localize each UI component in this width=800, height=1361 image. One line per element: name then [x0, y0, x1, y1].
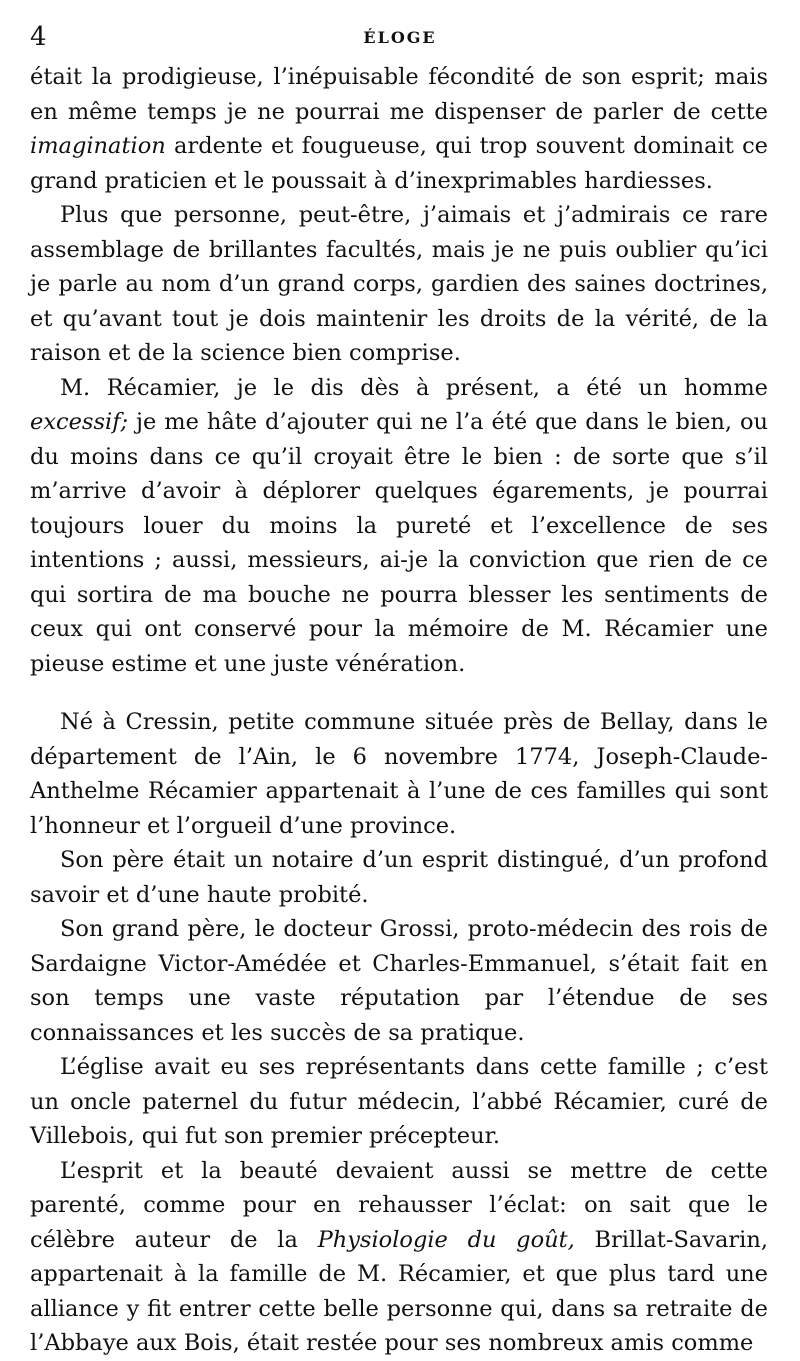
paragraph-4: Né à Cressin, petite commune située près de Bellay, dans le département de l’Ain, le 6 novembre 1774, Joseph-Claude-Anthelme Récamier appartenait à l’une de ces familles qui sont l’honneur et l’orgueil d’une province. [30, 709, 768, 839]
emphasized-text: imagination [30, 133, 166, 159]
running-title: ÉLOGE [363, 28, 437, 47]
paragraph-6: Son grand père, le docteur Grossi, proto-médecin des rois de Sardaigne Victor-Amédée et Charles-Emmanuel, s’était fait en son temps une vaste réputation par l’étendue de ses connaissances et les succès de sa pratique. [30, 916, 768, 1046]
page-header [30, 22, 770, 52]
paragraph-text: M. Récamier, je le dis dès à présent, a été un homme [60, 374, 768, 401]
paragraph-text: était la prodigieuse, l’inépuisable fécondité de son esprit; mais en même temps je ne pourrai me dispenser de parler de cette [30, 64, 768, 125]
paragraph-text: L’esprit et la beauté devaient aussi se mettre de cette parenté, comme pour en rehausser l’éclat: on sait que le célèbre auteur de la [30, 1157, 768, 1253]
paragraph-3 [30, 371, 768, 682]
emphasized-text: excessif; [30, 409, 129, 435]
paragraph-5: Son père était un notaire d’un esprit distingué, d’un profond savoir et d’une haute probité. [30, 847, 768, 908]
paragraph-1 [30, 60, 768, 198]
paragraph-2: Plus que personne, peut-être, j’aimais et j’admirais ce rare assemblage de brillantes facultés, mais je ne puis oublier qu’ici je parle au nom d’un grand corps, gardien des saines doctrines, et qu’avant tout je dois maintenir les droits de la vérité, de la raison et de la science bien comprise. [30, 202, 768, 366]
emphasized-text: Physiologie du goût, [317, 1226, 575, 1253]
paragraph-text: ardente et fougueuse, qui trop souvent dominait ce grand praticien et le poussait à d’inexprimables hardiesses. [30, 133, 768, 194]
page-number: 4 [30, 22, 47, 52]
page-body [30, 60, 768, 1361]
paragraph-text: je me hâte d’ajouter qui ne l’a été que dans le bien, ou du moins dans ce qu’il croyait être le bien : de sorte que s’il m’arrive d’avoir à déplorer quelques égarements, je pourrai toujours louer du moins la pureté et l’excellence de ses intentions ; aussi, messieurs, ai-je la conviction que rien de ce qui sortira de ma bouche ne pourra blesser les sentiments de ceux qui ont conservé pour la mémoire de M. Récamier une pieuse estime et une juste vénération. [30, 409, 768, 677]
paragraph-7: L’église avait eu ses représentants dans cette famille ; c’est un oncle paternel du futur médecin, l’abbé Récamier, curé de Villebois, qui fut son premier précepteur. [30, 1054, 768, 1149]
paragraph-8 [30, 1154, 768, 1361]
paragraph-text: Brillat-Savarin, appartenait à la famille de M. Récamier, et que plus tard une alliance y fit entrer cette belle personne qui, dans sa retraite de l’Abbaye aux Bois, était restée pour ses nombreux amis comme [30, 1226, 769, 1356]
